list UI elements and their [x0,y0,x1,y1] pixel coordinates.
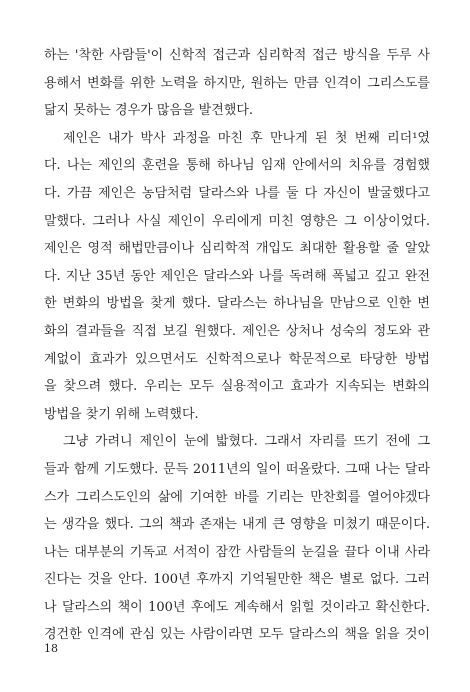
paragraph [44,428,430,649]
text-line: 진다는 것을 안다. 100년 후까지 기억될만한 책은 별로 없다. 그러 [44,572,430,588]
text-line: 제인은 영적 해법만큼이나 심리학적 개입도 최대한 활용할 줄 알았 [44,241,430,257]
text-line: 을 찾으려 했다. 우리는 모두 실용적이고 효과가 지속되는 변화의 [44,379,430,395]
text-line: 들과 함께 기도했다. 문득 2011년의 일이 떠올랐다. 그때 나는 달라 [44,461,430,477]
text-line: 나는 대부분의 기독교 서적이 잠깐 사람들의 눈길을 끌다 이내 사라 [44,544,430,560]
text-line: 제인은 내가 박사 과정을 마친 후 만나게 된 첫 번째 리더¹였 [63,130,430,146]
text-line: 방법을 찾기 위해 노력했다. [44,406,199,422]
text-line: 하는 '착한 사람들'이 신학적 접근과 심리학적 접근 방식을 두루 사 [44,48,430,63]
text-line: 나 달라스의 책이 100년 후에도 계속해서 읽힐 것이라고 확신한다. [44,599,430,615]
page-number: 18 [44,642,58,655]
text-line: 다. 가끔 제인은 농담처럼 달라스와 나를 둘 다 자신이 발굴했다고 [44,185,430,201]
text-line: 다. 나는 제인의 훈련을 통해 하나님 임재 안에서의 치유를 경험했 [44,158,430,174]
text-line: 는 생각을 했다. 그의 책과 존재는 내게 큰 영향을 미쳤기 때문이다. [44,517,430,533]
body-text [44,42,430,649]
text-line: 한 변화의 방법을 찾게 했다. 달라스는 하나님을 만남으로 인한 변 [44,296,430,312]
paragraph [44,125,430,429]
paragraph [44,42,430,125]
text-line: 경건한 인격에 관심 있는 사람이라면 모두 달라스의 책을 읽을 것이 [44,627,430,643]
text-line: 용해서 변화를 위한 노력을 하지만, 원하는 만큼 인격이 그리스도를 [44,75,430,91]
text-line: 계없이 효과가 있으면서도 신학적으로나 학문적으로 타당한 방법 [44,351,430,367]
text-line: 닮지 못하는 경우가 많음을 발견했다. [44,103,254,119]
text-line: 말했다. 그러나 사실 제인이 우리에게 미친 영향은 그 이상이었다. [44,213,430,229]
text-line: 다. 지난 35년 동안 제인은 달라스와 나를 독려해 폭넓고 깊고 완전 [44,268,430,284]
text-line: 스가 그리스도인의 삶에 기여한 바를 기리는 만찬회를 열어야겠다 [44,489,430,505]
text-line: 화의 결과들을 직접 보길 원했다. 제인은 상처나 성숙의 정도와 관 [44,323,430,339]
text-line: 그냥 가려니 제인이 눈에 밟혔다. 그래서 자리를 뜨기 전에 그 [63,434,430,450]
